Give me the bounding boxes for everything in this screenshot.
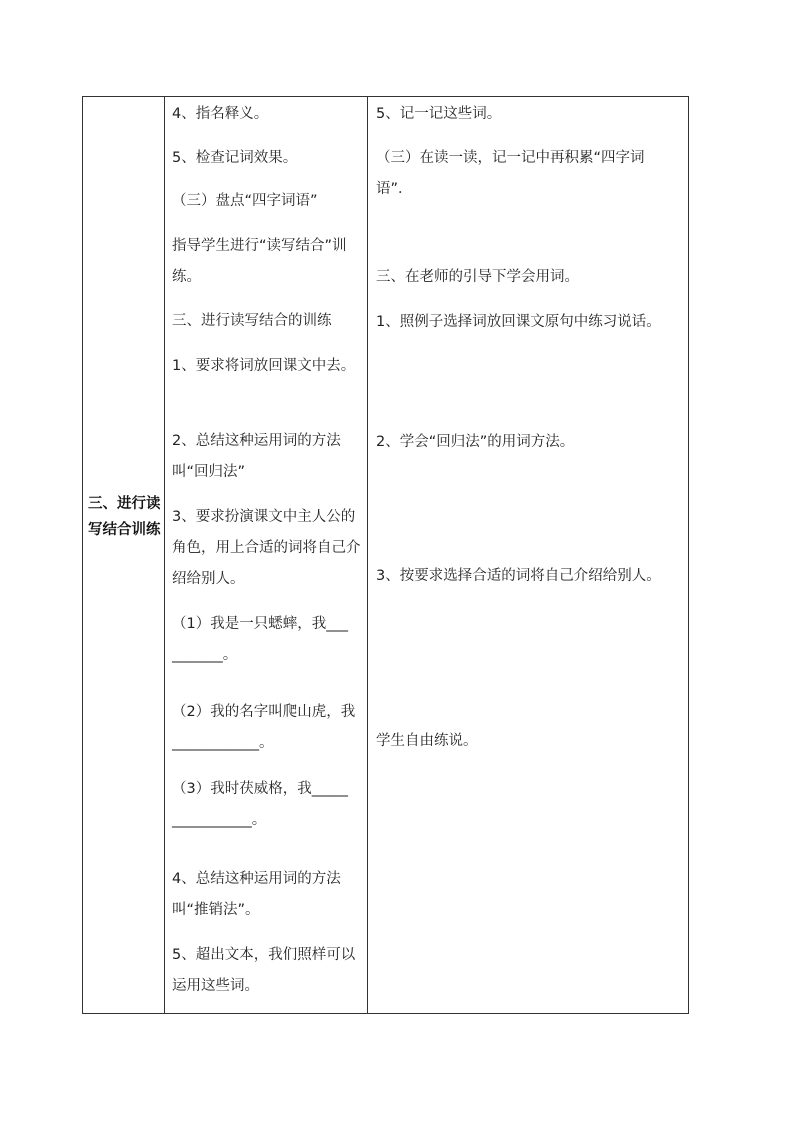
stage-column [83,97,165,1013]
stage-label: 三、进行读写结合训练 [88,496,161,538]
teacher-line: （2）我的名字叫爬山虎，我____________。 [172,704,356,751]
student-line: 三、在老师的引导下学会用词。 [376,269,579,285]
student-line: 5、记一记这些词。 [376,106,502,122]
teacher-line: （1）我是一只蟋蟀，我___ _______。 [172,616,348,663]
teacher-activity-column [165,97,368,1013]
teacher-line: （3）我时茯威格，我_____ ___________。 [172,781,348,828]
lesson-plan-table [82,96,689,1014]
teacher-line: 3、要求扮演课文中主人公的角色，用上合适的词将自己介绍给别人。 [172,509,361,587]
student-activity-column [368,97,688,1013]
teacher-line: 1、要求将词放回课文中去。 [172,358,356,374]
teacher-line: 指导学生进行“读写结合”训练。 [172,238,347,285]
student-line: 3、按要求选择合适的词将自己介绍给别人。 [376,568,661,584]
teacher-line: 三、进行读写结合的训练 [172,313,332,329]
student-line: （三）在读一读，记一记中再积累“四字词语”． [376,150,645,197]
teacher-line: 5、超出文本，我们照样可以运用这些词。 [172,947,356,994]
teacher-line: 4、总结这种运用词的方法叫“推销法”。 [172,871,341,918]
teacher-line: 2、总结这种运用词的方法叫“回归法” [172,433,341,480]
student-line: 1、照例子选择词放回课文原句中练习说话。 [376,314,661,330]
teacher-line: （三）盘点“四字词语” [172,193,318,209]
teacher-line: 4、指名释义。 [172,106,269,122]
teacher-line: 5、检查记词效果。 [172,150,298,166]
student-line: 学生自由练说。 [376,733,478,749]
student-line: 2、学会“回归法”的用词方法。 [376,434,575,450]
